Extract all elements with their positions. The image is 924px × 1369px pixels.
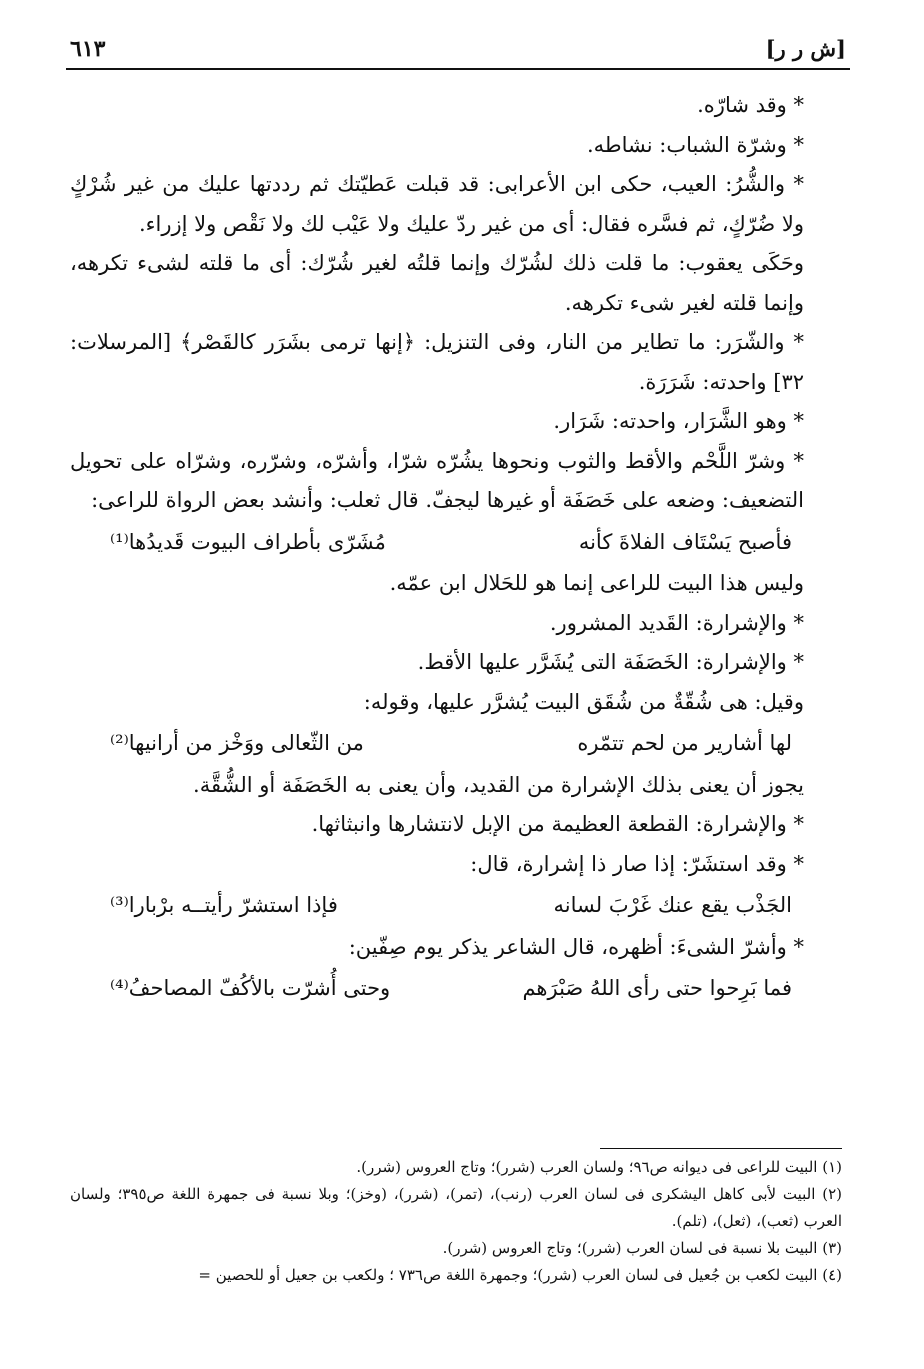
verse-line <box>70 724 842 764</box>
paragraph: * وشرّ اللَّحْم والأقط والثوب ونحوها يشُرّه شرّا، وأشرّه، وشرّره، وشرّاه على تحويل التضعيف: وضعه على خَصَفَة أو غيرها ليجفّ. قال ثعلب: وأنشد بعض الرواة للراعى: <box>70 448 804 512</box>
header-rule <box>66 68 850 70</box>
verse-line <box>70 969 842 1009</box>
paragraph: * والإشرارة: القطعة العظيمة من الإبل لانتشارها وانبثاثها. <box>311 812 804 836</box>
verse-hemistich: الجَذْب يقع عنك غَرْبَ لسانه <box>553 893 792 917</box>
footnote: (١) البيت للراعى فى ديوانه ص٩٦؛ ولسان العرب (شرر)؛ وتاج العروس (شرر). <box>356 1158 842 1176</box>
paragraph: * وهو الشَّرَار، واحدته: شَرَار. <box>553 409 804 433</box>
verse-hemistich: مُشَرّى بأطراف البيوت قَديدُها⁽¹⁾ <box>110 529 386 554</box>
paragraph: * وشرّة الشباب: نشاطه. <box>586 132 804 157</box>
paragraph: * والإشرارة: القَديد المشرور. <box>549 610 804 635</box>
paragraph: * والشُّرُ: العيب، حكى ابن الأعرابى: قد قبلت عَطيّتك ثم رددتها عليك من غير شُرْكٍ ولا ضُرّكٍ، ثم فسَّره فقال: أى من غير ردّ عليك ولا عَيْب لك ولا نَقْص ولا إزراء. <box>70 172 804 236</box>
footnotes <box>70 1154 842 1289</box>
verse-hemistich: وحتى أُشرّت بالأكُفّ المصاحفُ⁽⁴⁾ <box>110 976 391 1000</box>
paragraph: وحَكَى يعقوب: ما قلت ذلك لشُرّك وإنما قلتُه لغير شُرّك: أى ما قلته لشىء تكرهه، وإنما قلته لغير شىء تكرهه. <box>70 251 804 315</box>
verse-line <box>70 886 842 926</box>
verse-hemistich: فما بَرِحوا حتى رأى اللهُ صَبْرَهم <box>522 976 792 1000</box>
verse-hemistich: لها أشارير من لحم تتمّره <box>577 731 792 755</box>
paragraph: * والشّرَر: ما تطاير من النار، وفى التنزيل: ﴿إنها ترمى بشَرَر كالقَصْر﴾ [المرسلات: ٣٢] واحدته: شَرَرَة. <box>70 330 804 394</box>
page-number: ٦١٣ <box>70 36 106 62</box>
footnote: (٣) البيت بلا نسبة فى لسان العرب (شرر)؛ وتاج العروس (شرر). <box>442 1239 842 1257</box>
paragraph: * وقد استشَرّ: إذا صار ذا إشرارة، قال: <box>470 851 804 876</box>
footnote: (٤) البيت لكعب بن جُعيل فى لسان العرب (شرر)؛ وجمهرة اللغة ص٧٣٦ ؛ ولكعب بن جعيل أو للحصين = <box>198 1266 842 1284</box>
running-head: [ش ر ر] <box>765 36 846 61</box>
paragraph: وقيل: هى شُقّةٌ من شُقَق البيت يُشرَّر عليها، وقوله: <box>363 689 804 714</box>
main-text <box>70 86 842 1011</box>
page-header <box>66 32 850 68</box>
paragraph: وليس هذا البيت للراعى إنما هو للحَلال ابن عمّه. <box>389 571 804 595</box>
footnote: (٢) البيت لأبى كاهل اليشكرى فى لسان العرب (رنب)، (تمر)، (شرر)، (وخز)؛ وبلا نسبة فى جمهرة اللغة ص٣٩٥؛ ولسان العرب (ثعب)، (ثعل)، (تلم). <box>70 1185 842 1230</box>
paragraph: يجوز أن يعنى بذلك الإشرارة من القديد، وأن يعنى به الخَصَفَة أو الشُّقَّة. <box>193 772 804 797</box>
paragraph: * وقد شارّه. <box>697 93 804 117</box>
paragraph: * وأشرّ الشىءَ: أظهره، قال الشاعر يذكر يوم صِفّين: <box>348 934 804 959</box>
verse-hemistich: من الثّعالى ووَخْز من أرانيها⁽²⁾ <box>110 731 364 755</box>
paragraph: * والإشرارة: الخَصَفَة التى يُشَرَّر عليها الأقط. <box>417 650 804 674</box>
verse-hemistich: فإذا استشرّ رأيتــه برْبارا⁽³⁾ <box>110 893 338 917</box>
verse-line <box>70 523 842 563</box>
verse-hemistich: فأصبح يَسْتَاف الفلاةَ كأنه <box>578 529 792 554</box>
footnote-rule <box>600 1148 842 1149</box>
